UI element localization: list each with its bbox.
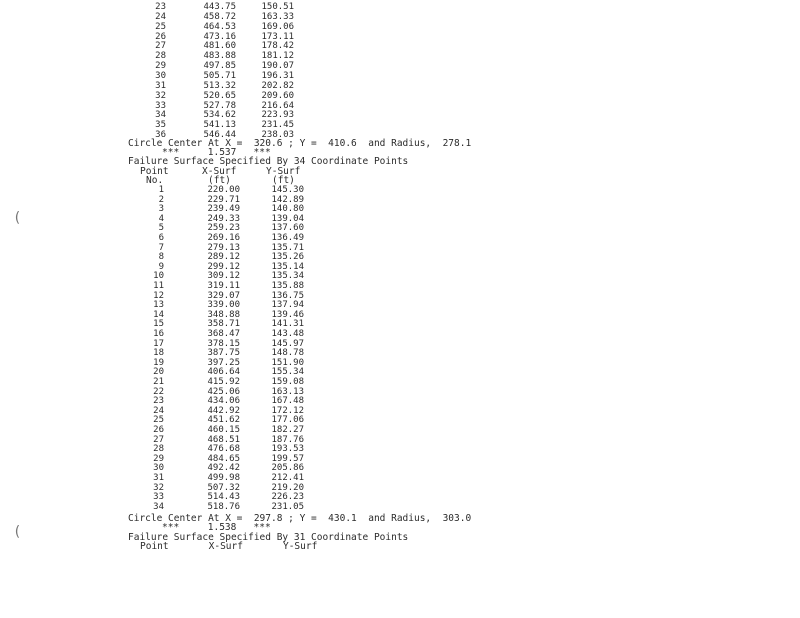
point-number: 18 <box>153 348 164 359</box>
y-surf-value: 182.27 <box>271 425 304 435</box>
point-number: 34 <box>155 110 166 121</box>
y-surf-value: 193.53 <box>271 444 304 455</box>
y-surf-value: 136.49 <box>271 233 304 243</box>
y-surf-value: 135.71 <box>271 242 304 253</box>
y-surf-value: 136.75 <box>271 290 304 301</box>
y-surf-value: 142.89 <box>271 194 304 205</box>
y-surf-value: 145.30 <box>271 185 304 195</box>
x-surf-value: 518.76 <box>207 501 240 512</box>
x-surf-value: 499.98 <box>207 473 240 483</box>
x-surf-value: 239.49 <box>207 204 240 215</box>
x-surf-value: 497.85 <box>203 61 236 72</box>
x-surf-value: 513.32 <box>203 80 236 91</box>
point-number: 35 <box>155 120 166 131</box>
x-surf-value: 507.32 <box>207 482 240 493</box>
point-number: 26 <box>155 31 166 42</box>
point-number: 9 <box>158 261 164 272</box>
point-number: 24 <box>153 405 164 416</box>
point-number: 11 <box>153 281 164 291</box>
x-surf-value: 541.13 <box>203 120 236 131</box>
y-surf-value: 205.86 <box>271 463 304 474</box>
point-number: 30 <box>153 463 164 474</box>
y-surf-value: 140.80 <box>271 204 304 215</box>
x-surf-value: 319.11 <box>207 281 240 291</box>
point-number: 5 <box>158 223 164 234</box>
x-surf-value: 476.68 <box>207 444 240 455</box>
y-surf-value: 163.13 <box>271 386 304 397</box>
x-surf-value: 520.65 <box>203 90 236 101</box>
x-surf-value: 458.72 <box>203 11 236 22</box>
y-surf-value: 145.97 <box>271 338 304 349</box>
column-header-point: Point <box>140 166 169 177</box>
point-number: 32 <box>153 482 164 493</box>
y-surf-value: 173.11 <box>261 31 294 42</box>
point-number: 24 <box>155 11 166 22</box>
y-surf-value: 181.12 <box>261 51 294 62</box>
point-number: 27 <box>153 434 164 445</box>
y-surf-value: 141.31 <box>271 319 304 330</box>
x-surf-value: 534.62 <box>203 110 236 121</box>
point-number: 32 <box>155 90 166 101</box>
y-surf-value: 196.31 <box>261 70 294 81</box>
x-surf-value: 483.88 <box>203 51 236 62</box>
y-surf-value: 187.76 <box>271 434 304 445</box>
point-number: 4 <box>158 213 164 224</box>
point-number: 23 <box>155 2 166 12</box>
x-surf-value: 468.51 <box>207 434 240 445</box>
point-number: 25 <box>153 415 164 426</box>
circle-center-line-2: Circle Center At X = 297.8 ; Y = 430.1 and Radius, 303.0 <box>128 513 472 524</box>
x-surf-value: 269.16 <box>207 233 240 243</box>
y-surf-value: 159.08 <box>271 377 304 387</box>
failure-surface-heading-2: Failure Surface Specified By 31 Coordinate Points <box>128 532 409 543</box>
x-surf-value: 546.44 <box>203 130 236 141</box>
y-surf-value: 178.42 <box>261 41 294 52</box>
column-header-y-surf: Y-Surf <box>266 166 301 177</box>
point-number: 8 <box>158 252 164 263</box>
point-number: 26 <box>153 425 164 435</box>
x-surf-value: 299.12 <box>207 261 240 272</box>
circle-center-line-1: Circle Center At X = 320.6 ; Y = 410.6 and Radius, 278.1 <box>128 138 472 149</box>
y-surf-value: 209.60 <box>261 90 294 101</box>
point-number: 29 <box>155 61 166 72</box>
x-surf-value: 434.06 <box>207 396 240 407</box>
x-surf-value: 339.00 <box>207 300 240 311</box>
x-surf-value: 249.33 <box>207 213 240 224</box>
y-surf-value: 139.04 <box>271 213 304 224</box>
x-surf-value: 442.92 <box>207 405 240 416</box>
y-surf-value: 169.06 <box>261 21 294 32</box>
point-number: 33 <box>153 492 164 503</box>
point-number: 34 <box>153 501 164 512</box>
point-number: 10 <box>153 271 164 282</box>
x-surf-value: 425.06 <box>207 386 240 397</box>
point-number: 20 <box>153 367 164 378</box>
point-number: 22 <box>153 386 164 397</box>
x-surf-value: 484.65 <box>207 453 240 464</box>
x-surf-value: 348.88 <box>207 309 240 320</box>
y-surf-value: 219.20 <box>271 482 304 493</box>
y-surf-value: 143.48 <box>271 329 304 339</box>
y-surf-value: 231.45 <box>261 120 294 131</box>
x-surf-value: 443.75 <box>203 2 236 12</box>
point-number: 13 <box>153 300 164 311</box>
y-surf-value: 148.78 <box>271 348 304 359</box>
point-number: 19 <box>153 357 164 368</box>
point-number: 6 <box>158 233 164 243</box>
x-surf-value: 289.12 <box>207 252 240 263</box>
y-surf-value: 167.48 <box>271 396 304 407</box>
y-surf-value: 137.60 <box>271 223 304 234</box>
point-number: 31 <box>155 80 166 91</box>
x-surf-value: 473.16 <box>203 31 236 42</box>
y-surf-value: 238.03 <box>261 130 294 141</box>
x-surf-value: 460.15 <box>207 425 240 435</box>
y-surf-value: 231.05 <box>271 501 304 512</box>
x-surf-value: 220.00 <box>207 185 240 195</box>
x-surf-value: 309.12 <box>207 271 240 282</box>
point-number: 30 <box>155 70 166 81</box>
y-surf-value: 202.82 <box>261 80 294 91</box>
x-surf-value: 259.23 <box>207 223 240 234</box>
point-number: 15 <box>153 319 164 330</box>
y-surf-value: 212.41 <box>271 473 304 483</box>
scan-mark-left-upper: ( <box>13 210 22 226</box>
point-number: 2 <box>158 194 164 205</box>
y-surf-value: 135.34 <box>271 271 304 282</box>
y-surf-value: 137.94 <box>271 300 304 311</box>
y-surf-value: 155.34 <box>271 367 304 378</box>
column-header-row-2: Point X-Surf Y-Surf <box>140 541 318 552</box>
point-number: 23 <box>153 396 164 407</box>
x-surf-value: 527.78 <box>203 100 236 111</box>
point-number: 28 <box>155 51 166 62</box>
y-surf-value: 150.51 <box>261 2 294 12</box>
x-surf-value: 279.13 <box>207 242 240 253</box>
y-surf-value: 172.12 <box>271 405 304 416</box>
y-surf-value: 135.88 <box>271 281 304 291</box>
y-surf-value: 226.23 <box>271 492 304 503</box>
point-number: 29 <box>153 453 164 464</box>
point-number: 16 <box>153 329 164 339</box>
x-surf-value: 514.43 <box>207 492 240 503</box>
x-surf-value: 415.92 <box>207 377 240 387</box>
y-surf-value: 223.93 <box>261 110 294 121</box>
y-surf-value: 177.06 <box>271 415 304 426</box>
y-surf-value: 199.57 <box>271 453 304 464</box>
x-surf-value: 358.71 <box>207 319 240 330</box>
column-unit-x: (ft) <box>208 175 231 186</box>
factor-of-safety-line-2: *** 1.538 *** <box>162 522 271 533</box>
y-surf-value: 151.90 <box>271 357 304 368</box>
x-surf-value: 387.75 <box>207 348 240 359</box>
point-number: 1 <box>158 185 164 195</box>
y-surf-value: 190.07 <box>261 61 294 72</box>
y-surf-value: 135.26 <box>271 252 304 263</box>
x-surf-value: 368.47 <box>207 329 240 339</box>
y-surf-value: 163.33 <box>261 11 294 22</box>
x-surf-value: 481.60 <box>203 41 236 52</box>
y-surf-value: 139.46 <box>271 309 304 320</box>
x-surf-value: 505.71 <box>203 70 236 81</box>
x-surf-value: 378.15 <box>207 338 240 349</box>
point-number: 3 <box>158 204 164 215</box>
point-number: 28 <box>153 444 164 455</box>
column-header-x-surf: X-Surf <box>202 166 237 177</box>
point-number: 36 <box>155 130 166 141</box>
x-surf-value: 464.53 <box>203 21 236 32</box>
point-number: 25 <box>155 21 166 32</box>
x-surf-value: 492.42 <box>207 463 240 474</box>
point-number: 33 <box>155 100 166 111</box>
point-number: 7 <box>158 242 164 253</box>
x-surf-value: 451.62 <box>207 415 240 426</box>
y-surf-value: 216.64 <box>261 100 294 111</box>
column-unit-y: (ft) <box>272 175 295 186</box>
x-surf-value: 397.25 <box>207 357 240 368</box>
point-number: 31 <box>153 473 164 483</box>
x-surf-value: 406.64 <box>207 367 240 378</box>
failure-surface-heading-1: Failure Surface Specified By 34 Coordinate Points <box>128 156 409 167</box>
point-number: 17 <box>153 338 164 349</box>
point-number: 21 <box>153 377 164 387</box>
x-surf-value: 329.07 <box>207 290 240 301</box>
x-surf-value: 229.71 <box>207 194 240 205</box>
point-number: 12 <box>153 290 164 301</box>
scan-mark-left-lower: ( <box>13 524 22 540</box>
column-header-no: No. <box>146 175 164 186</box>
point-number: 14 <box>153 309 164 320</box>
y-surf-value: 135.14 <box>271 261 304 272</box>
point-number: 27 <box>155 41 166 52</box>
factor-of-safety-line-1: *** 1.537 *** <box>162 147 271 158</box>
